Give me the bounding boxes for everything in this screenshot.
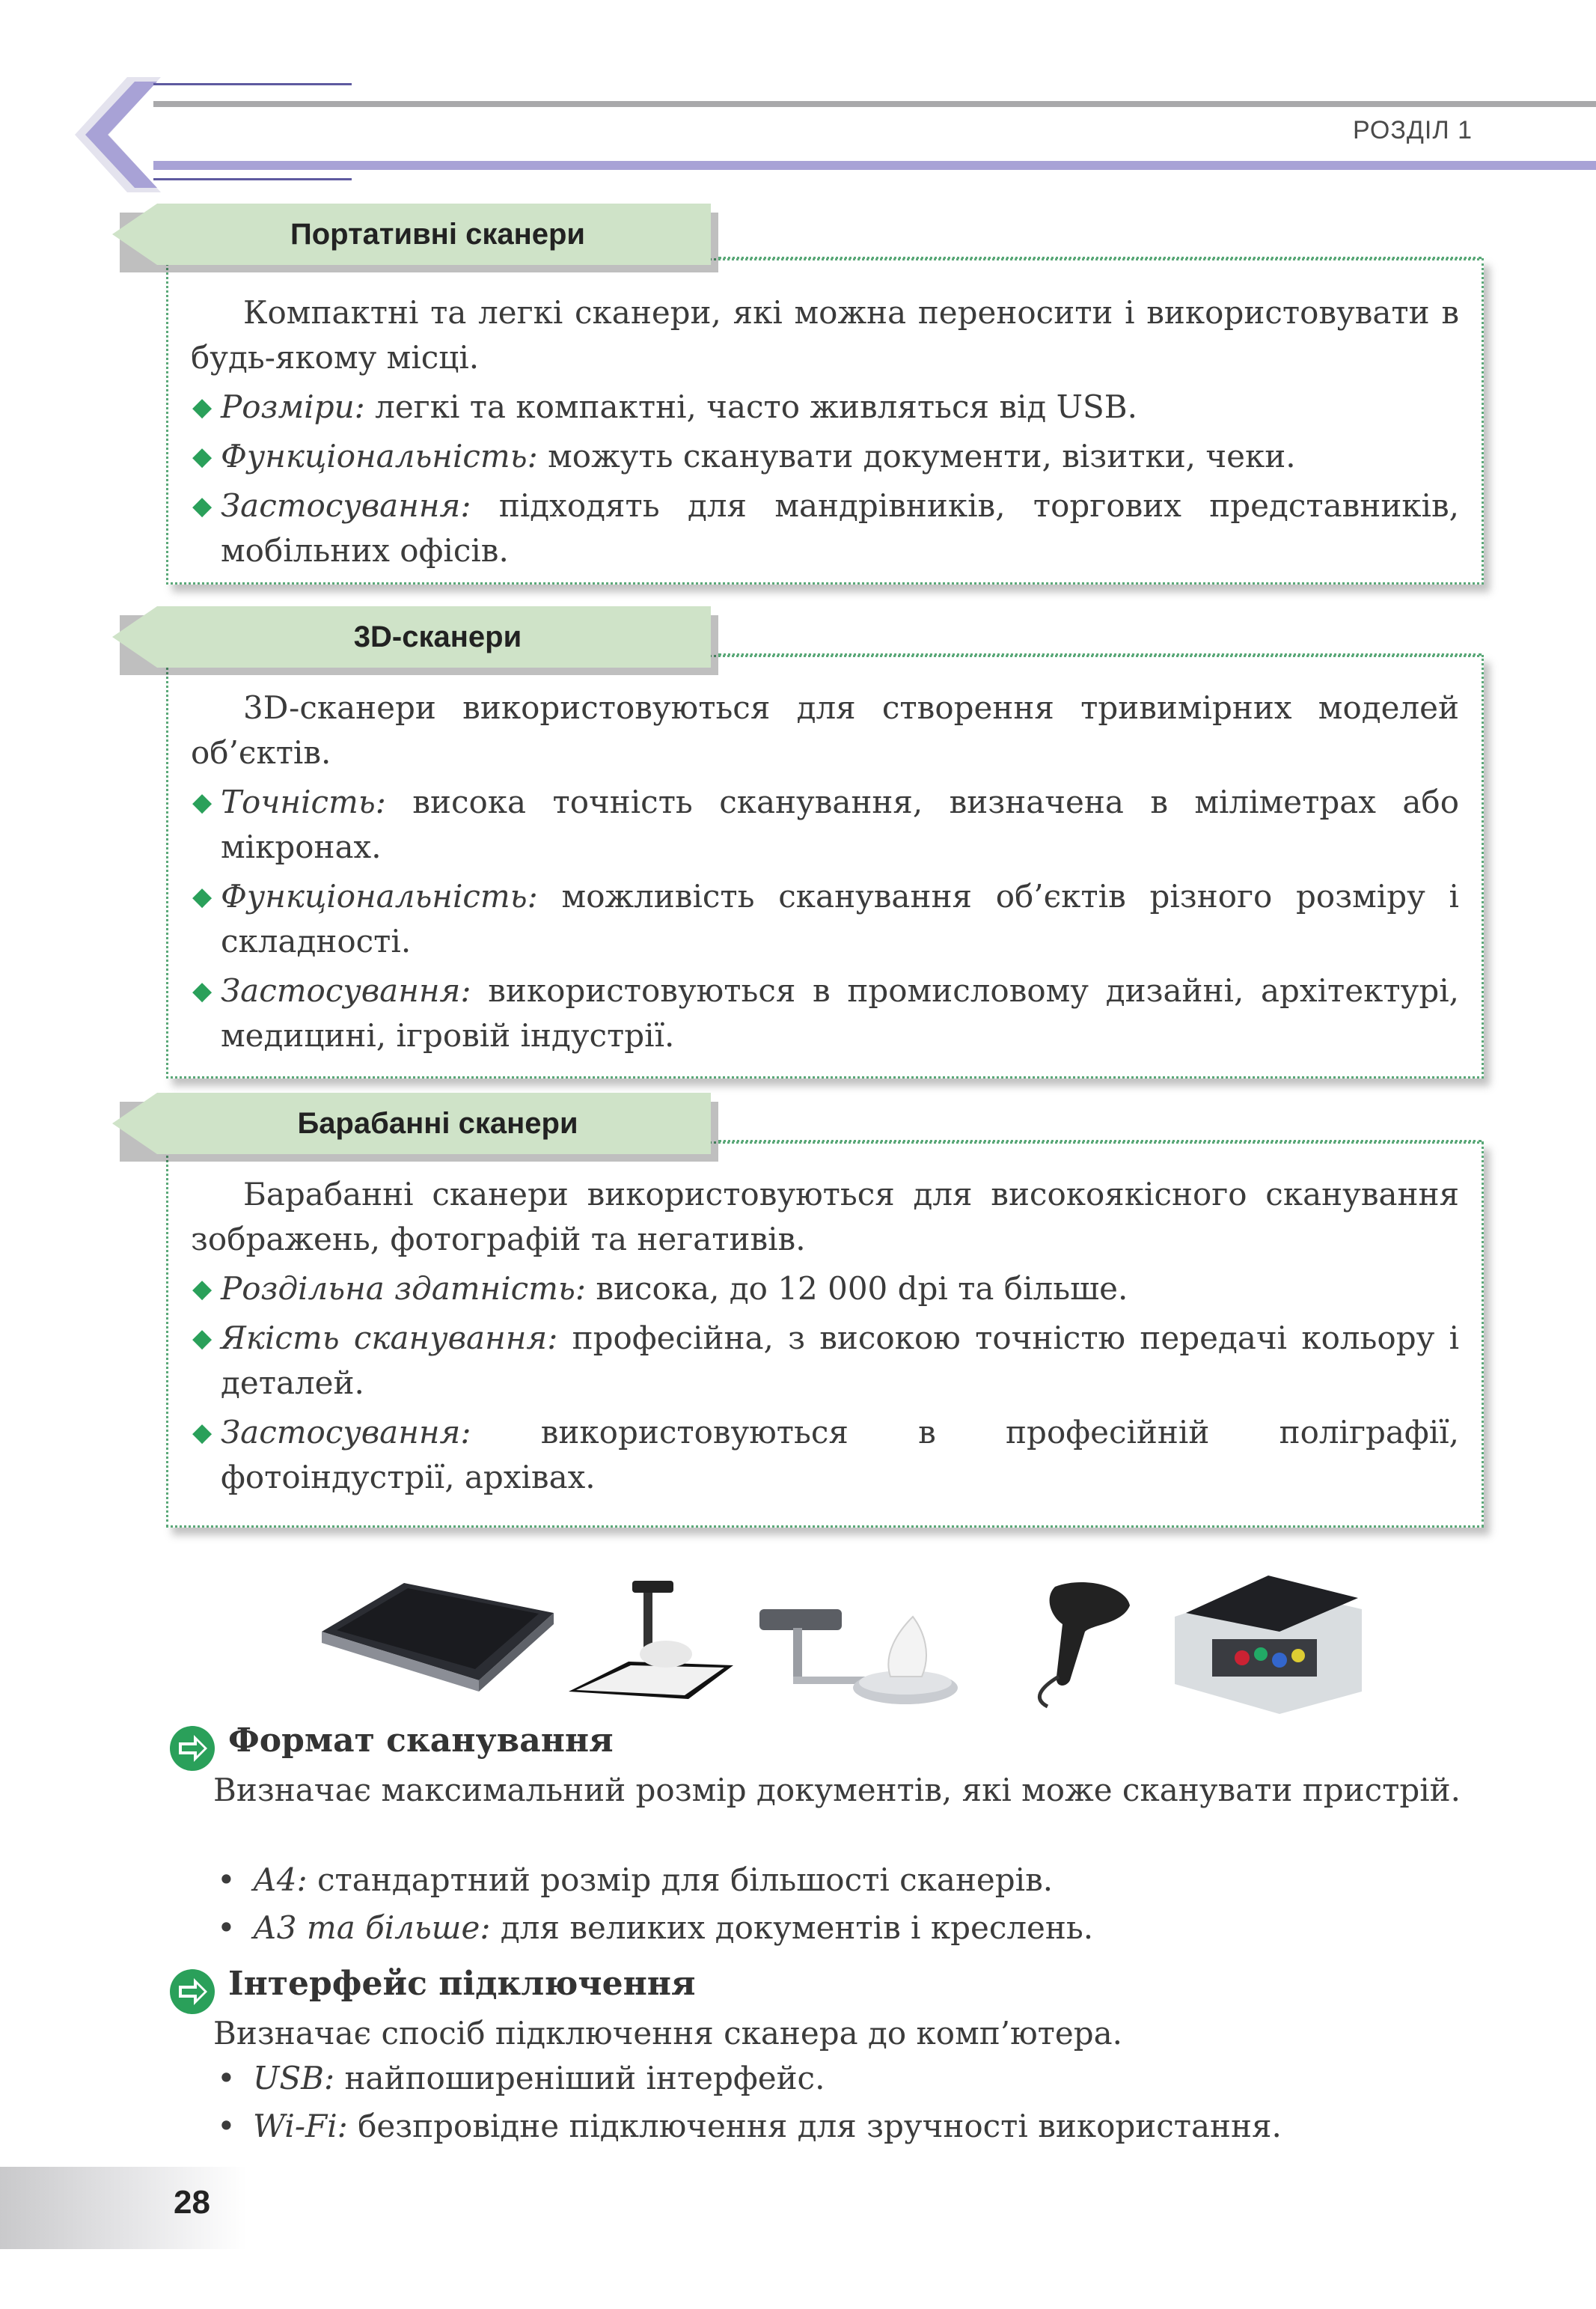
list-item: ◆ Якість сканування: професійна, з високою точністю передачі кольору і деталей. [191,1316,1459,1406]
header-gray-line [153,101,1596,107]
list-item: • А4: стандартний розмір для більшості сканерів. [217,1858,1053,1902]
header-thin-line [153,83,352,85]
section-label: РОЗДІЛ 1 [1352,116,1473,144]
box-title: Барабанні сканери [297,1107,578,1140]
list-item: ◆ Функціональність: можуть сканувати документи, візитки, чеки. [191,434,1459,479]
box-intro: Компактні та легкі сканери, які можна переносити і використовувати в будь-якому місці. [191,294,1459,376]
document-camera-scanner-image [569,1581,733,1699]
bullet-icon: ◆ [192,491,213,521]
3d-scanner-image [759,1609,958,1704]
bullet-icon: • [217,2060,236,2096]
list-item: ◆ Застосування: використовуються в промисловому дизайні, архітектурі, медицині, ігровій індустрії. [191,969,1459,1058]
handheld-scanner-image [1039,1582,1130,1706]
bullet-icon: ◆ [192,976,213,1006]
bullet-icon: ◆ [192,1274,213,1304]
bullet-icon: • [217,1909,236,1946]
box-title-tab [112,204,718,269]
arrow-right-icon [168,1724,216,1772]
bullet-icon: ◆ [192,1323,213,1353]
box-intro: Барабанні сканери використовуються для високоякісного сканування зображень, фотографій та негативів. [191,1176,1459,1257]
arrow-right-icon [168,1968,216,2016]
bullet-icon: • [217,2108,236,2144]
tab-dotted-line [718,653,1482,656]
section-heading: Інтерфейс підключення [168,1965,842,2010]
box-title: Портативні сканери [290,218,586,251]
page-number: 28 [174,2184,210,2221]
list-item: • А3 та більше: для великих документів і креслень. [217,1906,1093,1950]
box-title: 3D-сканери [353,620,522,653]
info-box-drum [166,1141,1484,1528]
flatbed-scanner-image [322,1583,554,1692]
section-text: Визначає максимальний розмір документів, які може сканувати пристрій. [213,1772,1461,1808]
drum-scanner-image [1175,1576,1362,1714]
header-thin-line [153,178,352,180]
box-intro: 3D-сканери використовуються для створення тривимірних моделей об’єктів. [191,689,1459,771]
list-item: ◆ Розміри: легкі та компактні, часто живляться від USB. [191,385,1459,430]
list-item: ◆ Функціональність: можливість сканування об’єктів різного розміру і складності. [191,874,1459,964]
list-item: ◆ Застосування: підходять для мандрівників, торгових представників, мобільних офісів. [191,484,1459,573]
box-title-tab [112,606,718,672]
info-box-portable [166,258,1484,585]
bullet-icon: ◆ [192,787,213,817]
page-header [0,71,1596,198]
list-item: ◆ Роздільна здатність: висока, до 12 000 dpi та більше. [191,1266,1459,1311]
tab-dotted-line [718,1140,1482,1142]
bullet-icon: ◆ [192,442,213,472]
tab-dotted-line [718,257,1482,259]
bullet-icon: ◆ [192,1418,213,1448]
list-item: ◆ Застосування: використовуються в професійній поліграфії, фотоіндустрії, архівах. [191,1410,1459,1500]
list-item: • Wi-Fi: безпровідне підключення для зручності використання. [217,2105,1282,2148]
header-purple-line [153,161,1596,170]
list-item: • USB: найпоширеніший інтерфейс. [217,2057,825,2100]
box-title-tab [112,1093,718,1159]
bullet-icon: • [217,1861,236,1898]
bullet-icon: ◆ [192,882,213,912]
list-item: ◆ Точність: висока точність сканування, визначена в міліметрах або мікронах. [191,780,1459,870]
info-box-3d [166,655,1484,1079]
section-heading: Формат сканування [168,1721,842,1766]
bullet-icon: ◆ [192,392,213,422]
scanner-illustrations [314,1542,1422,1721]
section-text: Визначає спосіб підключення сканера до комп’ютера. [213,2015,1123,2052]
